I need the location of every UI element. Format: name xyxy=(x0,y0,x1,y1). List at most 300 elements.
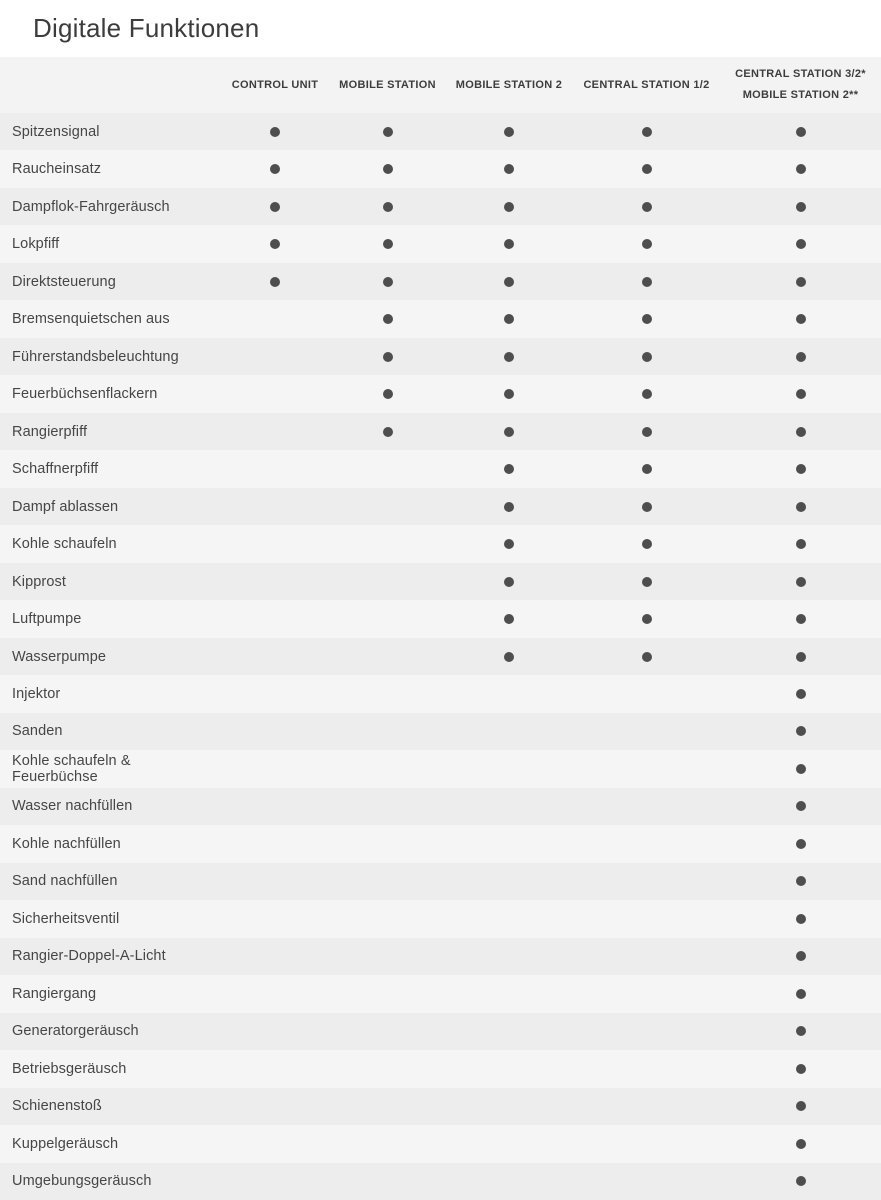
support-dot xyxy=(796,1101,806,1111)
support-dot xyxy=(796,726,806,736)
support-cell-control-unit xyxy=(220,1163,330,1200)
support-dot xyxy=(796,764,806,774)
feature-table xyxy=(0,57,881,1200)
support-cell-control-unit xyxy=(220,150,330,187)
support-cell-mobile-station xyxy=(330,225,445,262)
support-dot xyxy=(383,352,393,362)
support-cell-central-station-3-2 xyxy=(720,188,881,225)
support-dot xyxy=(270,127,280,137)
support-dot xyxy=(504,239,514,249)
support-cell-control-unit xyxy=(220,600,330,637)
function-label: Kuppelgeräusch xyxy=(12,1135,119,1152)
table-header xyxy=(0,57,881,113)
table-row xyxy=(0,450,881,487)
function-label: Rangier-Doppel-A-Licht xyxy=(12,948,166,965)
table-row xyxy=(0,825,881,862)
support-dot xyxy=(383,239,393,249)
support-cell-control-unit xyxy=(220,263,330,300)
support-cell-mobile-station xyxy=(330,563,445,600)
support-cell-central-station-3-2 xyxy=(720,713,881,750)
table-row xyxy=(0,863,881,900)
support-dot xyxy=(270,164,280,174)
support-dot xyxy=(270,202,280,212)
support-cell-mobile-station xyxy=(330,975,445,1012)
support-cell-mobile-station xyxy=(330,638,445,675)
function-label: Luftpumpe xyxy=(12,611,82,628)
support-dot xyxy=(796,577,806,587)
support-cell-control-unit xyxy=(220,825,330,862)
support-cell-central-station-1-2 xyxy=(573,263,720,300)
function-label: Führerstandsbeleuchtung xyxy=(12,348,179,365)
function-label: Injektor xyxy=(12,686,61,702)
support-dot xyxy=(504,577,514,587)
support-cell-central-station-3-2 xyxy=(720,675,881,712)
support-cell-central-station-1-2 xyxy=(573,713,720,750)
support-cell-central-station-1-2 xyxy=(573,1050,720,1087)
support-dot xyxy=(642,164,652,174)
function-label-cell xyxy=(0,1088,220,1125)
table-row xyxy=(0,938,881,975)
function-label: Kohle schaufeln xyxy=(12,536,117,553)
support-cell-control-unit xyxy=(220,900,330,937)
support-cell-central-station-3-2 xyxy=(720,1163,881,1200)
support-cell-control-unit xyxy=(220,1050,330,1087)
support-cell-control-unit xyxy=(220,113,330,150)
support-dot xyxy=(504,164,514,174)
support-cell-central-station-1-2 xyxy=(573,150,720,187)
support-dot xyxy=(796,464,806,474)
table-row xyxy=(0,788,881,825)
function-label-cell xyxy=(0,225,220,262)
support-cell-central-station-1-2 xyxy=(573,600,720,637)
support-cell-mobile-station xyxy=(330,263,445,300)
support-cell-central-station-1-2 xyxy=(573,113,720,150)
col-header-control-unit xyxy=(220,57,330,113)
support-cell-central-station-3-2 xyxy=(720,488,881,525)
table-row xyxy=(0,413,881,450)
support-cell-mobile-station xyxy=(330,1088,445,1125)
support-cell-central-station-1-2 xyxy=(573,1163,720,1200)
support-dot xyxy=(796,876,806,886)
col-header-label: MOBILE STATION xyxy=(339,78,436,91)
function-label-cell xyxy=(0,525,220,562)
table-row xyxy=(0,1050,881,1087)
support-dot xyxy=(504,652,514,662)
function-label-cell xyxy=(0,975,220,1012)
function-label: Direktsteuerung xyxy=(12,273,116,290)
support-dot xyxy=(504,127,514,137)
support-cell-central-station-3-2 xyxy=(720,450,881,487)
table-row xyxy=(0,600,881,637)
support-dot xyxy=(383,389,393,399)
support-cell-central-station-3-2 xyxy=(720,638,881,675)
support-cell-central-station-3-2 xyxy=(720,863,881,900)
support-dot xyxy=(383,127,393,137)
col-header-label: MOBILE STATION 2 xyxy=(455,78,563,91)
support-dot xyxy=(796,389,806,399)
support-cell-central-station-1-2 xyxy=(573,1088,720,1125)
support-cell-mobile-station-2 xyxy=(445,563,573,600)
support-cell-central-station-3-2 xyxy=(720,1088,881,1125)
table-row xyxy=(0,338,881,375)
support-dot xyxy=(504,502,514,512)
support-cell-mobile-station xyxy=(330,825,445,862)
support-cell-central-station-3-2 xyxy=(720,1125,881,1162)
support-cell-central-station-3-2 xyxy=(720,225,881,262)
table-row xyxy=(0,975,881,1012)
support-cell-control-unit xyxy=(220,188,330,225)
support-cell-central-station-3-2 xyxy=(720,525,881,562)
support-cell-central-station-1-2 xyxy=(573,975,720,1012)
function-label-cell xyxy=(0,300,220,337)
support-dot xyxy=(383,164,393,174)
support-cell-mobile-station-2 xyxy=(445,713,573,750)
table-row xyxy=(0,488,881,525)
function-label-cell xyxy=(0,788,220,825)
support-dot xyxy=(383,277,393,287)
support-cell-central-station-3-2 xyxy=(720,338,881,375)
support-cell-central-station-3-2 xyxy=(720,263,881,300)
support-dot xyxy=(796,164,806,174)
function-label-cell xyxy=(0,338,220,375)
support-dot xyxy=(642,202,652,212)
table-row xyxy=(0,1125,881,1162)
function-label-cell xyxy=(0,675,220,712)
support-cell-mobile-station xyxy=(330,713,445,750)
support-dot xyxy=(504,389,514,399)
support-dot xyxy=(796,652,806,662)
function-label: Umgebungsgeräusch xyxy=(12,1173,152,1190)
support-cell-mobile-station-2 xyxy=(445,1088,573,1125)
function-label: Feuerbüchsenflackern xyxy=(12,386,158,403)
function-label-cell xyxy=(0,750,220,787)
support-cell-central-station-1-2 xyxy=(573,413,720,450)
col-header-label: CENTRAL STATION 3/2* xyxy=(735,68,866,80)
support-cell-mobile-station-2 xyxy=(445,638,573,675)
table-row xyxy=(0,675,881,712)
function-label-cell xyxy=(0,450,220,487)
support-cell-mobile-station-2 xyxy=(445,525,573,562)
function-label: Kipprost xyxy=(12,573,66,590)
table-row xyxy=(0,1013,881,1050)
function-label: Kohle nachfüllen xyxy=(12,835,121,852)
support-cell-control-unit xyxy=(220,488,330,525)
support-dot xyxy=(796,1064,806,1074)
support-cell-control-unit xyxy=(220,450,330,487)
support-dot xyxy=(504,614,514,624)
support-dot xyxy=(796,539,806,549)
support-cell-mobile-station-2 xyxy=(445,375,573,412)
function-label: Bremsenquietschen aus xyxy=(12,311,170,328)
support-cell-control-unit xyxy=(220,1125,330,1162)
function-label-cell xyxy=(0,600,220,637)
function-label: Rangierpfiff xyxy=(12,423,88,440)
support-dot xyxy=(383,314,393,324)
table-row xyxy=(0,525,881,562)
function-label: Schaffnerpfiff xyxy=(12,461,99,478)
function-label: Schienenstoß xyxy=(12,1098,102,1115)
function-label-cell xyxy=(0,375,220,412)
function-label-cell xyxy=(0,1050,220,1087)
support-cell-mobile-station xyxy=(330,675,445,712)
support-cell-control-unit xyxy=(220,1088,330,1125)
support-cell-mobile-station xyxy=(330,750,445,787)
function-label: Wasser nachfüllen xyxy=(12,798,133,815)
support-cell-mobile-station xyxy=(330,938,445,975)
support-dot xyxy=(642,652,652,662)
support-cell-mobile-station-2 xyxy=(445,488,573,525)
page-title: Digitale Funktionen xyxy=(33,13,260,43)
table-row xyxy=(0,113,881,150)
support-dot xyxy=(796,352,806,362)
function-label: Dampf ablassen xyxy=(12,498,119,515)
function-label: Generatorgeräusch xyxy=(12,1023,139,1040)
support-cell-mobile-station xyxy=(330,113,445,150)
table-body xyxy=(0,113,881,1200)
support-cell-mobile-station xyxy=(330,150,445,187)
col-header-label: CONTROL UNIT xyxy=(231,78,319,91)
function-label-cell xyxy=(0,113,220,150)
support-cell-mobile-station xyxy=(330,413,445,450)
support-cell-mobile-station xyxy=(330,863,445,900)
support-cell-mobile-station-2 xyxy=(445,1163,573,1200)
function-label: Wasserpumpe xyxy=(12,648,107,665)
support-cell-mobile-station-2 xyxy=(445,188,573,225)
support-cell-central-station-1-2 xyxy=(573,900,720,937)
support-cell-mobile-station xyxy=(330,488,445,525)
support-dot xyxy=(504,277,514,287)
support-dot xyxy=(796,614,806,624)
support-cell-central-station-1-2 xyxy=(573,1125,720,1162)
support-dot xyxy=(796,839,806,849)
support-cell-mobile-station-2 xyxy=(445,900,573,937)
support-cell-central-station-1-2 xyxy=(573,525,720,562)
function-label-cell xyxy=(0,1013,220,1050)
table-row xyxy=(0,300,881,337)
function-label: Spitzensignal xyxy=(12,123,100,140)
support-cell-control-unit xyxy=(220,375,330,412)
support-cell-mobile-station-2 xyxy=(445,263,573,300)
function-label: Raucheinsatz xyxy=(12,161,102,178)
support-cell-central-station-3-2 xyxy=(720,300,881,337)
support-cell-mobile-station xyxy=(330,1050,445,1087)
support-cell-control-unit xyxy=(220,638,330,675)
support-dot xyxy=(642,539,652,549)
support-dot xyxy=(796,689,806,699)
support-cell-central-station-1-2 xyxy=(573,188,720,225)
support-cell-mobile-station-2 xyxy=(445,600,573,637)
support-dot xyxy=(796,427,806,437)
support-cell-central-station-3-2 xyxy=(720,825,881,862)
support-dot xyxy=(270,239,280,249)
support-dot xyxy=(383,202,393,212)
support-cell-mobile-station xyxy=(330,338,445,375)
support-cell-mobile-station xyxy=(330,1163,445,1200)
table-row xyxy=(0,1088,881,1125)
support-cell-control-unit xyxy=(220,338,330,375)
support-dot xyxy=(796,314,806,324)
support-cell-mobile-station-2 xyxy=(445,750,573,787)
support-dot xyxy=(642,464,652,474)
support-cell-control-unit xyxy=(220,525,330,562)
support-dot xyxy=(504,539,514,549)
table-row xyxy=(0,188,881,225)
support-cell-central-station-3-2 xyxy=(720,1050,881,1087)
function-label: Rangiergang xyxy=(12,985,97,1002)
support-cell-central-station-3-2 xyxy=(720,975,881,1012)
support-dot xyxy=(270,277,280,287)
support-cell-mobile-station xyxy=(330,375,445,412)
support-cell-control-unit xyxy=(220,225,330,262)
support-cell-central-station-1-2 xyxy=(573,638,720,675)
support-cell-central-station-1-2 xyxy=(573,338,720,375)
function-label-cell xyxy=(0,713,220,750)
support-cell-control-unit xyxy=(220,863,330,900)
support-dot xyxy=(504,464,514,474)
support-dot xyxy=(504,352,514,362)
function-label-cell xyxy=(0,488,220,525)
support-dot xyxy=(796,1026,806,1036)
support-cell-mobile-station-2 xyxy=(445,450,573,487)
support-dot xyxy=(796,951,806,961)
support-cell-mobile-station-2 xyxy=(445,113,573,150)
support-cell-mobile-station-2 xyxy=(445,300,573,337)
function-label-cell xyxy=(0,638,220,675)
title-bar xyxy=(0,0,881,57)
support-cell-mobile-station-2 xyxy=(445,788,573,825)
support-dot xyxy=(796,989,806,999)
support-dot xyxy=(796,801,806,811)
support-cell-mobile-station-2 xyxy=(445,675,573,712)
function-label: Kohle schaufeln & Feuerbüchse xyxy=(12,752,131,785)
support-cell-mobile-station xyxy=(330,900,445,937)
function-label: Dampflok-Fahrgeräusch xyxy=(12,198,170,215)
support-cell-central-station-3-2 xyxy=(720,900,881,937)
support-cell-central-station-3-2 xyxy=(720,375,881,412)
support-dot xyxy=(504,202,514,212)
support-cell-control-unit xyxy=(220,300,330,337)
support-cell-central-station-3-2 xyxy=(720,413,881,450)
support-cell-mobile-station-2 xyxy=(445,150,573,187)
support-cell-mobile-station-2 xyxy=(445,975,573,1012)
table-row xyxy=(0,263,881,300)
support-cell-mobile-station-2 xyxy=(445,338,573,375)
support-cell-mobile-station xyxy=(330,525,445,562)
support-cell-central-station-1-2 xyxy=(573,750,720,787)
function-label: Sicherheitsventil xyxy=(12,910,120,927)
support-cell-central-station-1-2 xyxy=(573,563,720,600)
support-cell-central-station-1-2 xyxy=(573,825,720,862)
support-cell-central-station-1-2 xyxy=(573,938,720,975)
table-row xyxy=(0,150,881,187)
support-dot xyxy=(642,614,652,624)
table-row xyxy=(0,1163,881,1200)
support-cell-control-unit xyxy=(220,413,330,450)
support-cell-mobile-station xyxy=(330,300,445,337)
support-cell-central-station-1-2 xyxy=(573,863,720,900)
support-cell-central-station-3-2 xyxy=(720,938,881,975)
function-label: Lokpfiff xyxy=(12,236,60,253)
function-label-cell xyxy=(0,413,220,450)
support-cell-control-unit xyxy=(220,713,330,750)
support-dot xyxy=(504,427,514,437)
support-cell-central-station-3-2 xyxy=(720,150,881,187)
table-row xyxy=(0,750,881,787)
support-dot xyxy=(796,127,806,137)
support-dot xyxy=(642,577,652,587)
support-dot xyxy=(642,389,652,399)
support-cell-mobile-station-2 xyxy=(445,1013,573,1050)
function-label-cell xyxy=(0,188,220,225)
support-cell-mobile-station xyxy=(330,188,445,225)
support-cell-mobile-station-2 xyxy=(445,1125,573,1162)
support-cell-central-station-3-2 xyxy=(720,563,881,600)
col-header-label: CENTRAL STATION 1/2 xyxy=(583,78,710,91)
support-cell-mobile-station-2 xyxy=(445,938,573,975)
support-dot xyxy=(642,277,652,287)
support-cell-mobile-station xyxy=(330,788,445,825)
function-label-cell xyxy=(0,150,220,187)
support-dot xyxy=(796,277,806,287)
support-cell-mobile-station xyxy=(330,450,445,487)
support-cell-control-unit xyxy=(220,938,330,975)
header-empty-cell xyxy=(0,57,220,113)
table-row xyxy=(0,900,881,937)
function-label: Betriebsgeräusch xyxy=(12,1060,127,1077)
support-dot xyxy=(796,1176,806,1186)
support-dot xyxy=(796,1139,806,1149)
support-cell-control-unit xyxy=(220,788,330,825)
support-dot xyxy=(642,239,652,249)
support-cell-control-unit xyxy=(220,975,330,1012)
support-cell-central-station-3-2 xyxy=(720,113,881,150)
support-dot xyxy=(642,127,652,137)
function-label-cell xyxy=(0,825,220,862)
col-header-central-station-3-2 xyxy=(720,57,881,113)
support-cell-central-station-1-2 xyxy=(573,488,720,525)
support-cell-mobile-station-2 xyxy=(445,825,573,862)
table-row xyxy=(0,225,881,262)
support-cell-central-station-3-2 xyxy=(720,600,881,637)
function-label-cell xyxy=(0,863,220,900)
support-dot xyxy=(383,427,393,437)
support-dot xyxy=(504,314,514,324)
support-cell-mobile-station-2 xyxy=(445,413,573,450)
support-cell-central-station-3-2 xyxy=(720,788,881,825)
function-label-cell xyxy=(0,1163,220,1200)
support-cell-central-station-1-2 xyxy=(573,375,720,412)
support-cell-mobile-station-2 xyxy=(445,1050,573,1087)
support-cell-mobile-station-2 xyxy=(445,225,573,262)
col-header-mobile-station-2 xyxy=(445,57,573,113)
support-cell-mobile-station xyxy=(330,1013,445,1050)
support-cell-central-station-1-2 xyxy=(573,788,720,825)
support-cell-central-station-3-2 xyxy=(720,750,881,787)
support-dot xyxy=(642,314,652,324)
support-cell-mobile-station xyxy=(330,1125,445,1162)
support-cell-mobile-station-2 xyxy=(445,863,573,900)
support-cell-mobile-station xyxy=(330,600,445,637)
function-label-cell xyxy=(0,563,220,600)
support-cell-control-unit xyxy=(220,750,330,787)
support-cell-central-station-1-2 xyxy=(573,1013,720,1050)
support-cell-control-unit xyxy=(220,563,330,600)
col-header-mobile-station xyxy=(330,57,445,113)
support-dot xyxy=(796,202,806,212)
support-dot xyxy=(796,502,806,512)
support-cell-central-station-1-2 xyxy=(573,450,720,487)
col-header-central-station-1-2 xyxy=(573,57,720,113)
